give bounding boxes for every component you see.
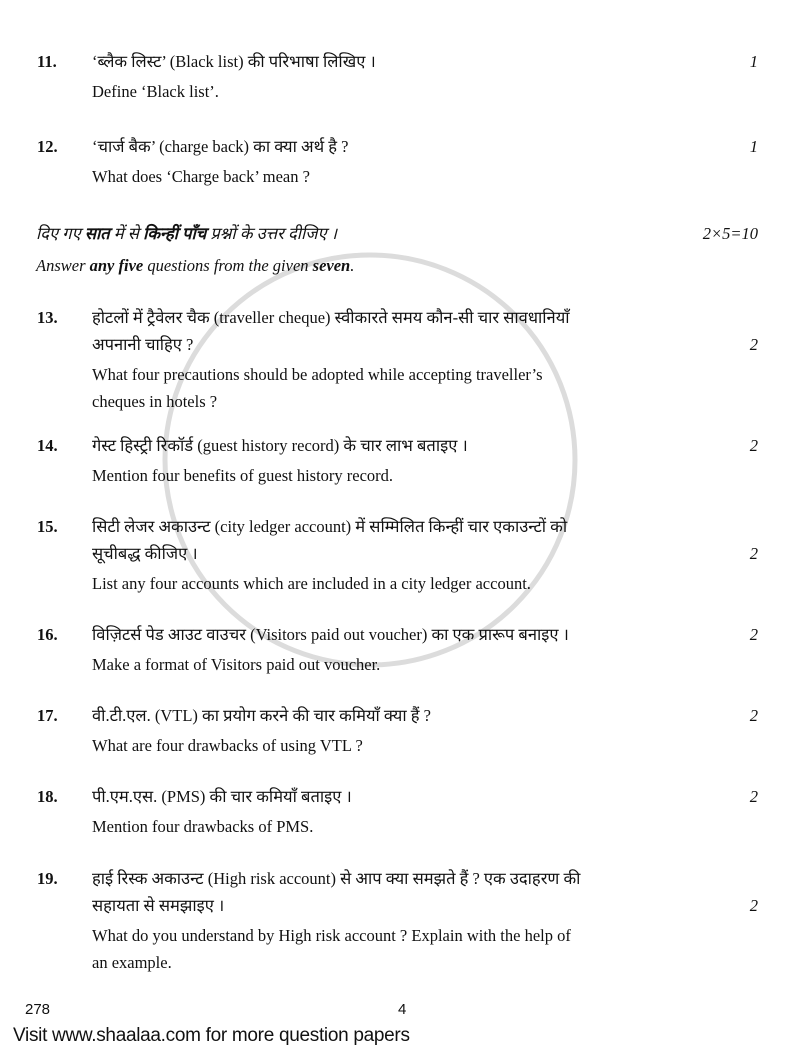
question-text-english: Mention four drawbacks of PMS. (92, 817, 314, 836)
question-text-english: Define ‘Black list’. (92, 82, 219, 101)
section-instruction-hindi (36, 220, 636, 247)
question-number: 11. (37, 52, 57, 71)
question-text-hindi: सिटी लेजर अकाउन्ट (city ledger account) में सम्मिलित किन्हीं चार एकाउन्टों को (92, 517, 568, 536)
question-number: 15. (37, 517, 58, 536)
section-instruction (0, 220, 800, 279)
paper-code: 278 (25, 1001, 51, 1018)
question-11 (0, 48, 800, 105)
question-19 (0, 865, 800, 976)
question-15 (0, 513, 800, 597)
question-text-english: Make a format of Visitors paid out voucher. (92, 655, 381, 674)
question-marks: 2 (749, 544, 758, 563)
question-text-hindi: हाई रिस्क अकाउन्ट (High risk account) से आप क्या समझते हैं ? एक उदाहरण की (92, 869, 581, 888)
instruction-text: में से (109, 224, 144, 243)
question-marks: 2 (749, 706, 758, 725)
question-text-hindi: ‘चार्ज बैक’ (charge back) का क्या अर्थ है ? (92, 137, 349, 156)
question-text-english: What four precautions should be adopted while accepting traveller’s (92, 365, 543, 384)
question-text-hindi: विज़िटर्स पेड आउट वाउचर (Visitors paid out voucher) का एक प्रारूप बनाइए । (92, 625, 569, 644)
section-marks: 2×5=10 (702, 224, 758, 243)
instruction-bold: किन्हीं पाँच (143, 224, 207, 243)
question-text-hindi: पी.एम.एस. (PMS) की चार कमियाँ बताइए । (92, 787, 352, 806)
question-18 (0, 783, 800, 840)
instruction-text: . (350, 256, 355, 275)
question-number: 17. (37, 706, 58, 725)
question-marks: 2 (749, 436, 758, 455)
question-text-english: What does ‘Charge back’ mean ? (92, 167, 310, 186)
instruction-text: प्रश्नों के उत्तर दीजिए । (206, 224, 337, 243)
page-number: 4 (398, 1001, 407, 1018)
question-number: 18. (37, 787, 58, 806)
question-number: 19. (37, 869, 58, 888)
instruction-text: questions from the given (143, 256, 313, 275)
question-text-hindi: अपनानी चाहिए ? (92, 335, 194, 354)
question-marks: 2 (749, 335, 758, 354)
instruction-bold: any five (89, 256, 144, 275)
instruction-text: Answer (36, 256, 90, 275)
question-marks: 2 (749, 625, 758, 644)
question-number: 16. (37, 625, 58, 644)
question-marks: 1 (749, 137, 758, 156)
question-12 (0, 133, 800, 190)
question-marks: 1 (749, 52, 758, 71)
question-text-hindi: सूचीबद्ध कीजिए । (92, 544, 198, 563)
instruction-bold: सात (84, 224, 110, 243)
question-text-hindi: वी.टी.एल. (VTL) का प्रयोग करने की चार कमियाँ क्या हैं ? (92, 706, 431, 725)
question-text-english: Mention four benefits of guest history record. (92, 466, 394, 485)
question-marks: 2 (749, 787, 758, 806)
question-text-hindi: गेस्ट हिस्ट्री रिकॉर्ड (guest history record) के चार लाभ बताइए । (92, 436, 468, 455)
question-16 (0, 621, 800, 678)
question-marks: 2 (749, 896, 758, 915)
question-number: 13. (37, 308, 58, 327)
question-page (0, 48, 800, 976)
question-14 (0, 432, 800, 489)
question-number: 12. (37, 137, 58, 156)
question-text-hindi: होटलों में ट्रैवेलर चैक (traveller cheque) स्वीकारते समय कौन-सी चार सावधानियाँ (92, 308, 570, 327)
question-13 (0, 304, 800, 415)
question-text-english: cheques in hotels ? (92, 392, 218, 411)
instruction-bold: seven (312, 256, 351, 275)
footer-visit-link[interactable]: Visit www.shaalaa.com for more question papers (13, 1025, 410, 1046)
question-17 (0, 702, 800, 759)
question-text-english: What are four drawbacks of using VTL ? (92, 736, 363, 755)
question-text-english: What do you understand by High risk account ? Explain with the help of (92, 926, 571, 945)
question-text-hindi: ‘ब्लैक लिस्ट’ (Black list) की परिभाषा लिखिए । (92, 52, 376, 71)
question-text-english: an example. (92, 953, 172, 972)
section-instruction-english (36, 252, 636, 279)
question-text-hindi: सहायता से समझाइए । (92, 896, 225, 915)
question-number: 14. (37, 436, 58, 455)
instruction-text: दिए गए (36, 224, 85, 243)
question-text-english: List any four accounts which are included in a city ledger account. (92, 574, 531, 593)
